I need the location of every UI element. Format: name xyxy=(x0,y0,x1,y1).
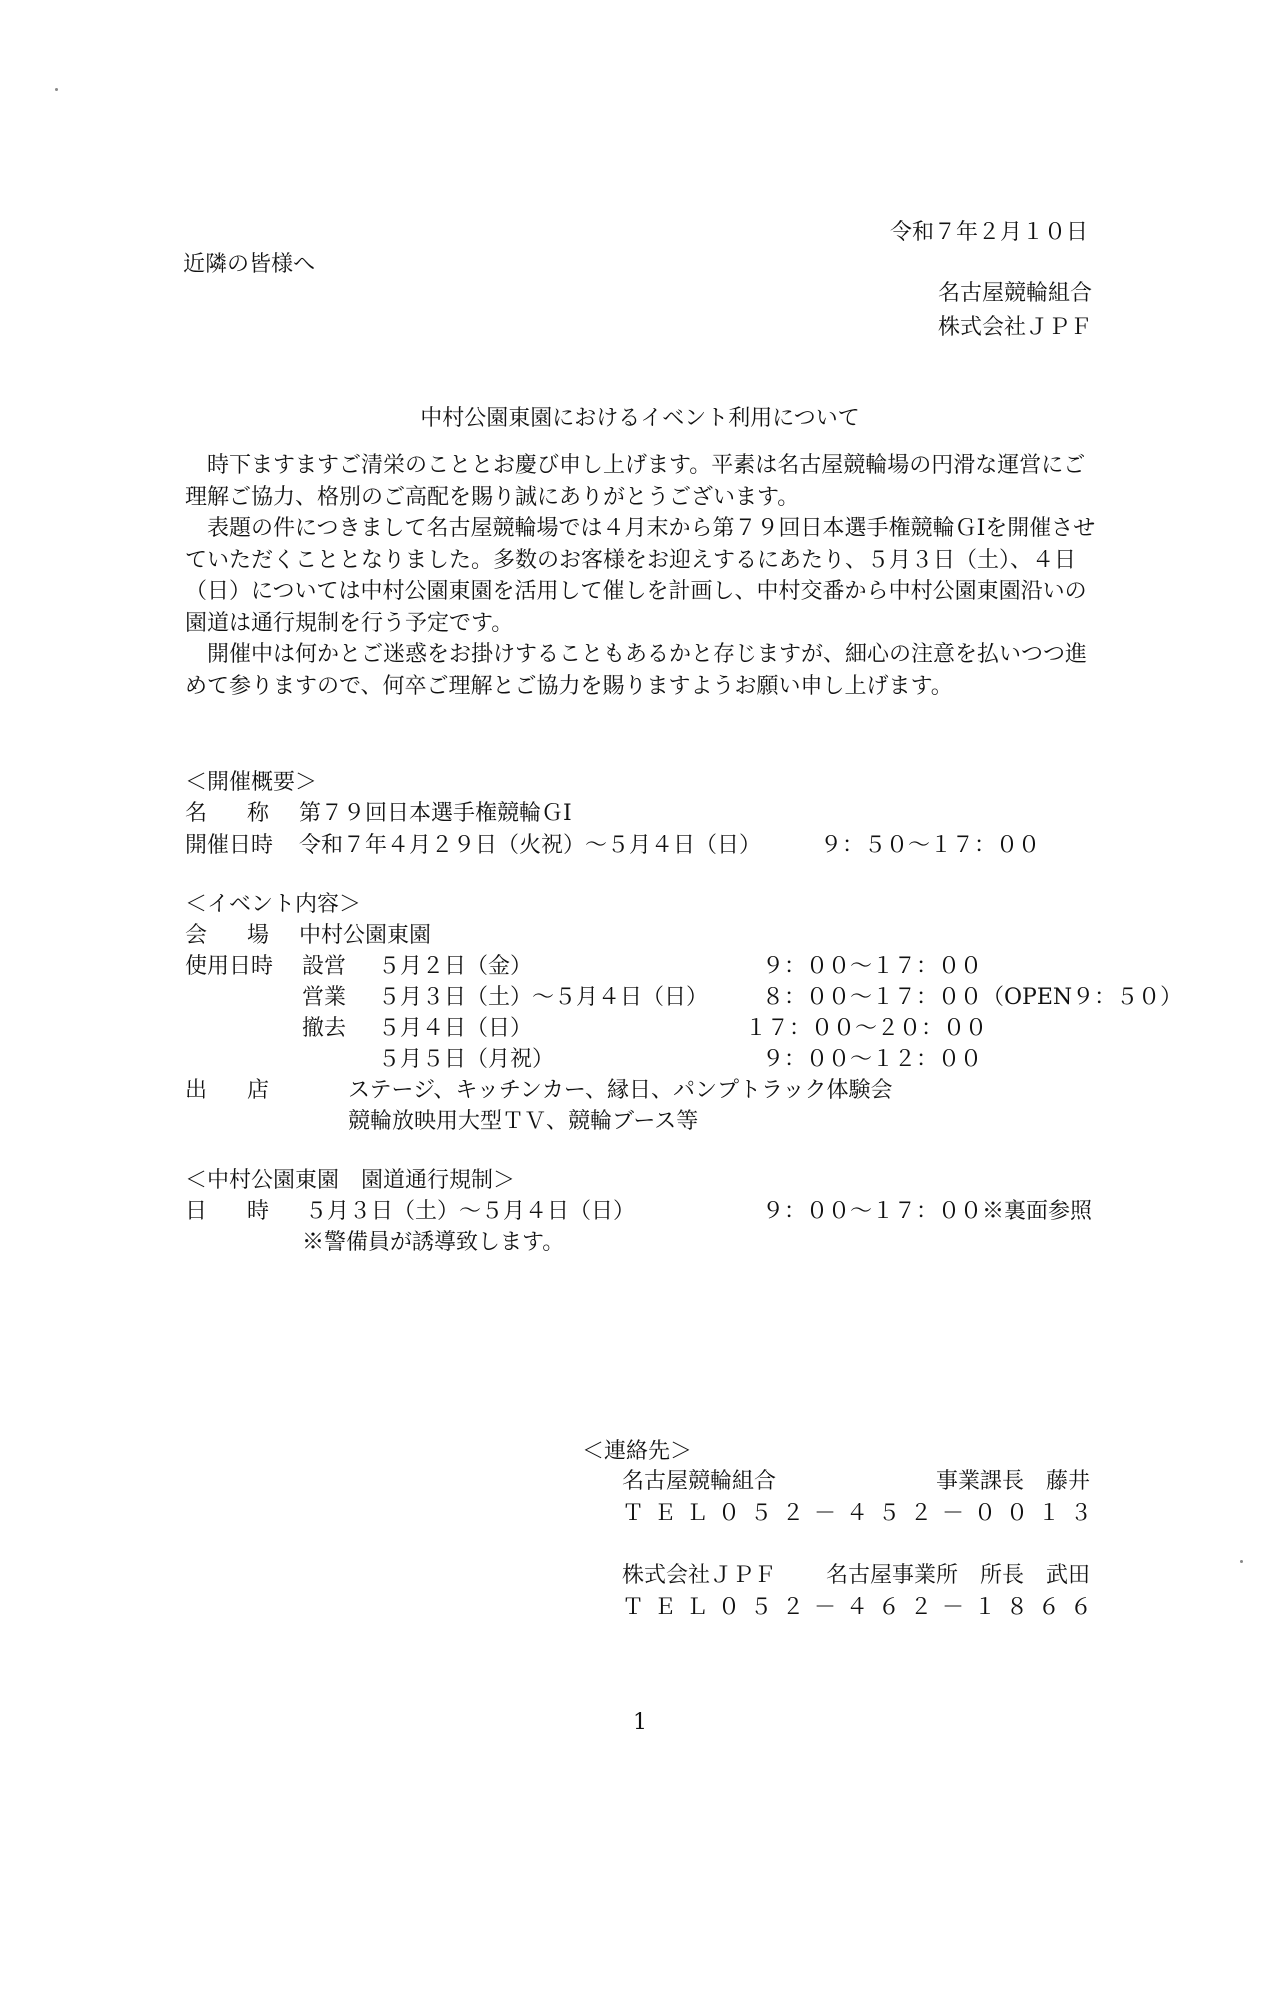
document-title: 中村公園東園におけるイベント利用について xyxy=(420,406,860,431)
issue-date: 令和７年２月１０日 xyxy=(889,220,1088,245)
contact-org-1-person: 事業課長 藤井 xyxy=(935,1469,1090,1494)
traffic-time-value: ９：００～１７：００※裏面参照 xyxy=(762,1199,1093,1224)
event-venue-row xyxy=(185,918,431,949)
contact-tel-2: ０５２－４６２－１８６６ xyxy=(717,1595,1102,1620)
schedule-time-4: ９：００～１２：００ xyxy=(762,1047,983,1072)
body-paragraph-3: 開催中は何かとご迷惑をお掛けすることもあるかと存じますが、細心の注意を払いつつ進めて参りますので、何卒ご理解とご協力を賜りますようお願い申し上げます。 xyxy=(185,642,1088,699)
contact-tel-label-1: ＴＥＬ xyxy=(622,1501,719,1526)
traffic-note: ※警備員が誘導致します。 xyxy=(302,1230,565,1255)
traffic-date-value: ５月３日（土）～５月４日（日） xyxy=(305,1199,636,1224)
overview-name-label: 名称 xyxy=(185,801,310,826)
scan-speck xyxy=(55,88,58,91)
contact-tel-1: ０５２－４５２－００１３ xyxy=(717,1501,1102,1526)
recipient: 近隣の皆様へ xyxy=(183,252,316,277)
overview-dates-row xyxy=(185,828,761,859)
schedule-type-2: 営業 xyxy=(302,985,347,1010)
body-text xyxy=(185,450,1100,702)
schedule-date-4: ５月５日（月祝） xyxy=(378,1047,555,1072)
event-shops-line-2: 競輪放映用大型ＴＶ、競輪ブース等 xyxy=(348,1109,699,1134)
sender-org-1: 名古屋競輪組合 xyxy=(937,281,1092,306)
contact-org-1: 名古屋競輪組合 xyxy=(622,1469,777,1494)
contact-heading: ＜連絡先＞ xyxy=(582,1439,693,1464)
sender-block xyxy=(938,277,1092,345)
body-paragraph-1: 時下ますますご清栄のこととお慶び申し上げます。平素は名古屋競輪場の円滑な運営にご理解ご協力、格別のご高配を賜り誠にありがとうございます。 xyxy=(185,453,1086,510)
overview-dates-value: 令和７年４月２９日（火祝）～５月４日（日） xyxy=(299,833,762,858)
contact-tel-label-2: ＴＥＬ xyxy=(622,1595,719,1620)
event-shops-label: 出店 xyxy=(185,1078,310,1103)
schedule-time-2: ８：００～１７：００（OPEN９：５０） xyxy=(762,985,1183,1010)
contact-org-2: 株式会社ＪＰＦ xyxy=(622,1563,777,1588)
overview-dates-time: ９：５０～１７：００ xyxy=(820,833,1041,858)
contact-org-2-person: 名古屋事業所 所長 武田 xyxy=(825,1563,1090,1588)
body-paragraph-2: 表題の件につきまして名古屋競輪場では４月末から第７９回日本選手権競輪ＧⅠを開催させていただくこととなりました。多数のお客様をお迎えするにあたり、５月３日（土）、４日（日）については中村公園東園を活用して催しを計画し、中村交番から中村公園東園沿いの園道は通行規制を行う予定です。 xyxy=(185,516,1096,636)
scan-speck xyxy=(1240,1560,1243,1563)
schedule-type-1: 設営 xyxy=(302,954,347,979)
schedule-date-2: ５月３日（土）～５月４日（日） xyxy=(378,985,709,1010)
event-shops-row xyxy=(185,1073,310,1104)
sender-org-2: 株式会社ＪＰＦ xyxy=(937,315,1092,340)
overview-heading: ＜開催概要＞ xyxy=(185,770,318,795)
event-heading: ＜イベント内容＞ xyxy=(185,892,362,917)
event-venue-value: 中村公園東園 xyxy=(299,923,432,948)
event-shops-line-1: ステージ、キッチンカー、縁日、パンプトラック体験会 xyxy=(348,1078,893,1103)
schedule-time-1: ９：００～１７：００ xyxy=(762,954,983,979)
overview-dates-label: 開催日時 xyxy=(185,833,274,858)
overview-name-row xyxy=(185,796,572,827)
event-venue-label: 会場 xyxy=(185,923,310,948)
schedule-time-3: １７：００～２０：００ xyxy=(745,1016,988,1041)
schedule-date-3: ５月４日（日） xyxy=(378,1016,533,1041)
event-usage-label: 使用日時 xyxy=(185,954,274,979)
traffic-date-label: 日時 xyxy=(185,1199,310,1224)
schedule-type-3: 撤去 xyxy=(302,1016,347,1041)
schedule-date-1: ５月２日（金） xyxy=(378,954,533,979)
traffic-heading: ＜中村公園東園 園道通行規制＞ xyxy=(185,1168,516,1193)
page-number: 1 xyxy=(633,1710,647,1735)
overview-name-value: 第７９回日本選手権競輪ＧⅠ xyxy=(299,801,572,826)
traffic-date-row xyxy=(185,1194,310,1225)
